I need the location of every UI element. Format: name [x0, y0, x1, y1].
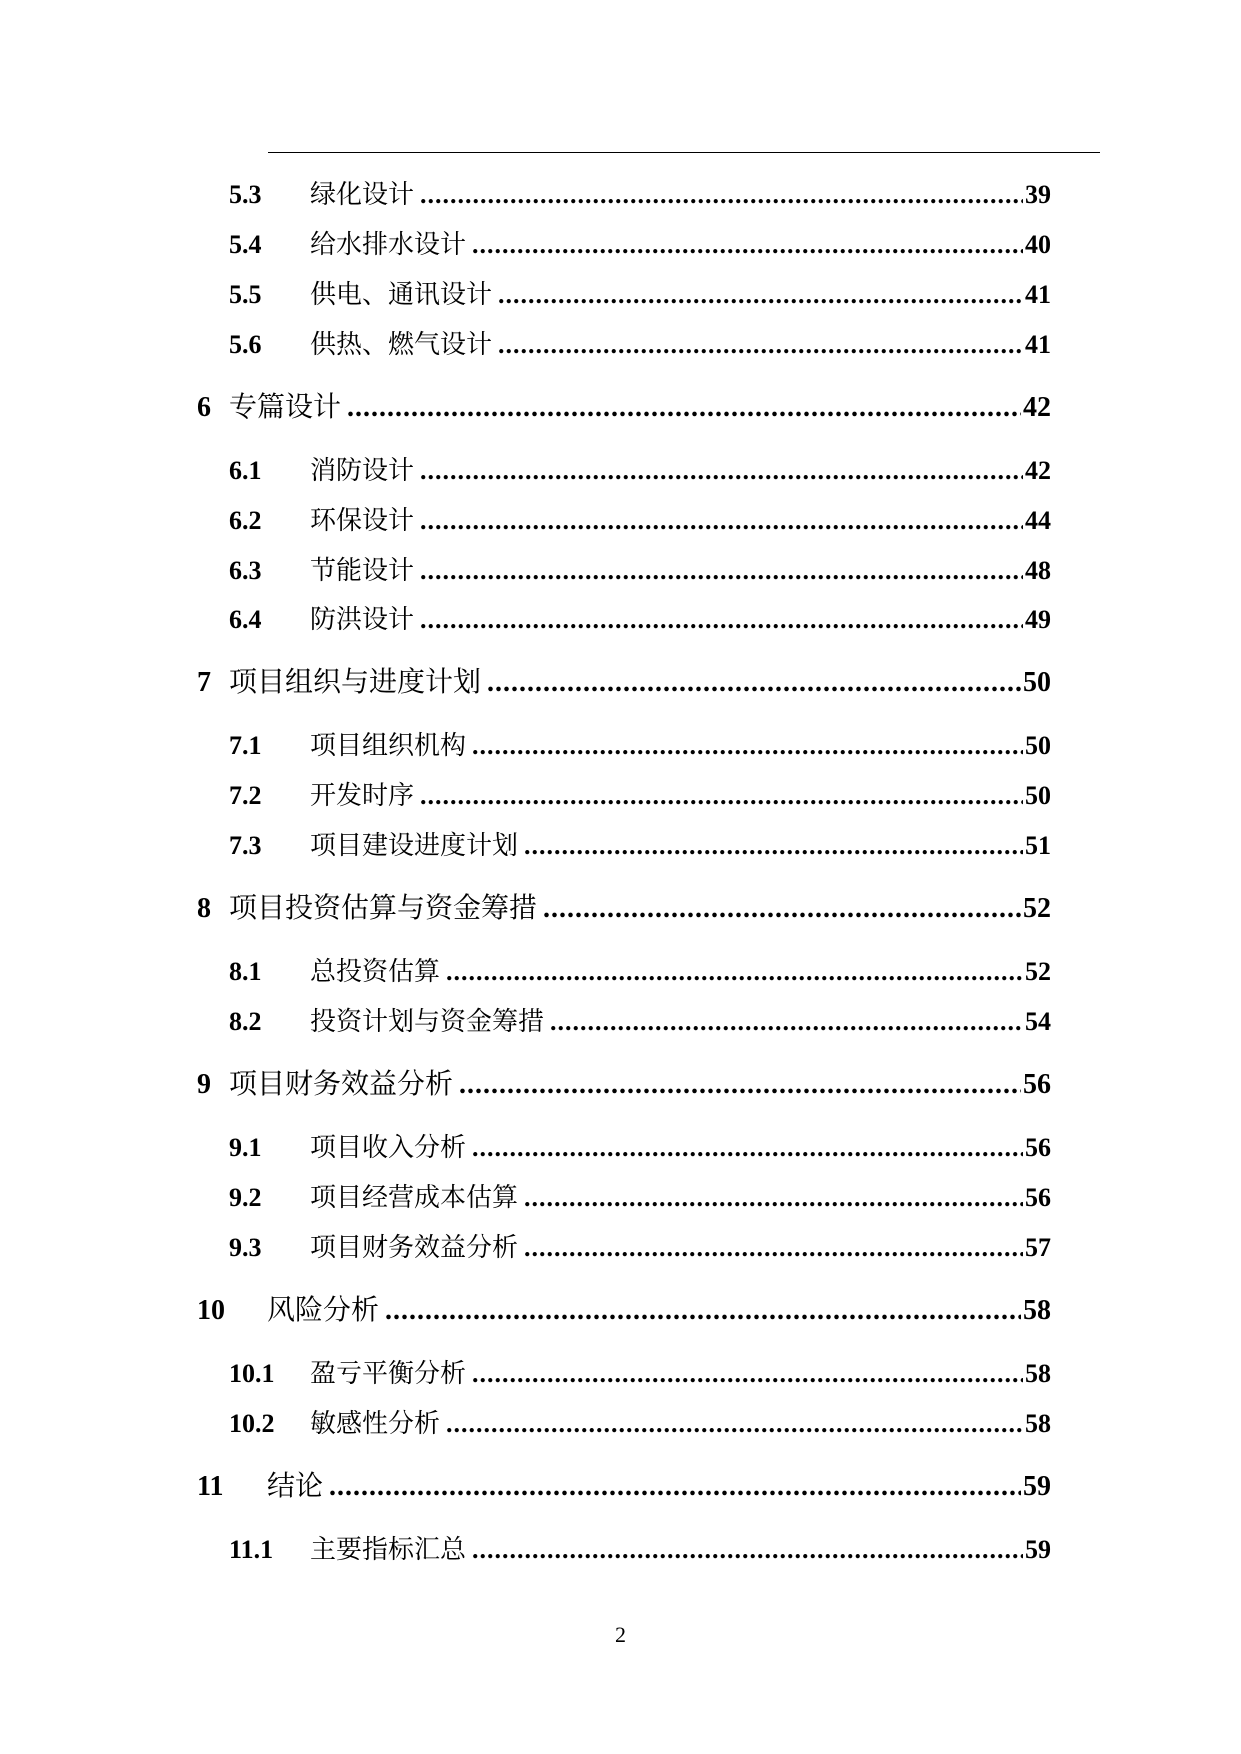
toc-leader-dots	[459, 1065, 1021, 1105]
toc-leader-dots	[498, 325, 1023, 365]
toc-entry-title: 项目财务效益分析	[310, 1233, 519, 1263]
toc-entry-11-1[interactable]	[229, 1530, 1051, 1570]
toc-entry-title: 环保设计	[310, 506, 415, 536]
toc-entry-5-5[interactable]	[229, 275, 1051, 315]
toc-leader-dots	[487, 663, 1021, 703]
toc-leader-dots	[420, 551, 1023, 591]
toc-entry-number: 7.1	[229, 731, 262, 760]
toc-entry-6-2[interactable]	[229, 501, 1051, 541]
toc-entry-number: 6.3	[229, 556, 262, 585]
toc-entry-5-4[interactable]	[229, 225, 1051, 265]
toc-entry-6-1[interactable]	[229, 451, 1051, 491]
toc-entry-page: 52	[1025, 957, 1051, 986]
toc-entry-page: 57	[1025, 1233, 1051, 1262]
toc-entry-number: 9.2	[229, 1183, 262, 1212]
toc-entry-number: 7.3	[229, 831, 262, 860]
toc-leader-dots	[446, 1404, 1023, 1444]
toc-leader-dots	[472, 726, 1023, 766]
toc-leader-dots	[420, 600, 1023, 640]
page-number: 2	[615, 1622, 626, 1647]
toc-entry-10-1[interactable]	[229, 1354, 1051, 1394]
toc-chapter-title: 项目财务效益分析	[229, 1067, 454, 1100]
toc-chapter-page: 42	[1023, 392, 1051, 423]
toc-entry-5-6[interactable]	[229, 325, 1051, 365]
toc-entry-number: 7.2	[229, 781, 262, 810]
toc-entry-page: 59	[1025, 1535, 1051, 1564]
toc-chapter-title: 结论	[267, 1469, 324, 1502]
toc-leader-dots	[472, 1530, 1023, 1570]
toc-chapter-7[interactable]	[197, 662, 1051, 702]
toc-leader-dots	[420, 175, 1023, 215]
toc-chapter-title: 专篇设计	[229, 390, 342, 423]
toc-chapter-8[interactable]	[197, 888, 1051, 928]
toc-chapter-11[interactable]	[197, 1466, 1051, 1506]
toc-leader-dots	[420, 451, 1023, 491]
toc-entry-7-1[interactable]	[229, 726, 1051, 766]
toc-chapter-title: 项目组织与进度计划	[229, 665, 482, 698]
toc-entry-number: 5.5	[229, 280, 262, 309]
toc-leader-dots	[385, 1291, 1021, 1331]
toc-leader-dots	[550, 1002, 1023, 1042]
toc-chapter-page: 50	[1023, 667, 1051, 698]
toc-entry-title: 总投资估算	[310, 957, 441, 987]
toc-entry-8-2[interactable]	[229, 1002, 1051, 1042]
toc-entry-number: 9.1	[229, 1133, 262, 1162]
toc-leader-dots	[472, 1354, 1023, 1394]
toc-entry-title: 项目经营成本估算	[310, 1183, 519, 1213]
toc-leader-dots	[524, 826, 1023, 866]
toc-entry-number: 5.6	[229, 330, 262, 359]
toc-entry-title: 项目建设进度计划	[310, 831, 519, 861]
toc-entry-page: 40	[1025, 230, 1051, 259]
toc-entry-title: 绿化设计	[310, 180, 415, 210]
toc-entry-page: 44	[1025, 506, 1051, 535]
toc-entry-number: 8.2	[229, 1007, 262, 1036]
toc-entry-page: 41	[1025, 330, 1051, 359]
toc-entry-9-3[interactable]	[229, 1228, 1051, 1268]
toc-entry-number: 6.1	[229, 456, 262, 485]
toc-leader-dots	[524, 1228, 1023, 1268]
toc-entry-6-4[interactable]	[229, 600, 1051, 640]
toc-entry-title: 项目组织机构	[310, 731, 467, 761]
toc-entry-page: 54	[1025, 1007, 1051, 1036]
toc-leader-dots	[347, 388, 1021, 428]
toc-chapter-page: 59	[1023, 1471, 1051, 1502]
toc-chapter-title: 风险分析	[267, 1293, 380, 1326]
toc-entry-page: 56	[1025, 1183, 1051, 1212]
toc-leader-dots	[543, 889, 1021, 929]
toc-entry-9-2[interactable]	[229, 1178, 1051, 1218]
toc-entry-7-2[interactable]	[229, 776, 1051, 816]
toc-entry-number: 5.4	[229, 230, 262, 259]
toc-entry-title: 主要指标汇总	[310, 1535, 467, 1565]
toc-chapter-page: 56	[1023, 1069, 1051, 1100]
toc-leader-dots	[420, 776, 1023, 816]
toc-chapter-number: 11	[197, 1471, 224, 1502]
toc-chapter-page: 52	[1023, 893, 1051, 924]
toc-chapter-9[interactable]	[197, 1064, 1051, 1104]
toc-entry-number: 8.1	[229, 957, 262, 986]
toc-entry-number: 10.1	[229, 1359, 275, 1388]
toc-entry-8-1[interactable]	[229, 952, 1051, 992]
toc-entry-number: 6.4	[229, 605, 262, 634]
toc-entry-7-3[interactable]	[229, 826, 1051, 866]
toc-chapter-number: 8	[197, 893, 211, 924]
toc-entry-page: 39	[1025, 180, 1051, 209]
toc-entry-page: 48	[1025, 556, 1051, 585]
toc-entry-9-1[interactable]	[229, 1128, 1051, 1168]
toc-leader-dots	[420, 501, 1023, 541]
toc-entry-title: 盈亏平衡分析	[310, 1359, 467, 1389]
toc-leader-dots	[472, 1128, 1023, 1168]
toc-chapter-title: 项目投资估算与资金筹措	[229, 891, 538, 924]
header-rule	[268, 152, 1100, 153]
toc-chapter-page: 58	[1023, 1295, 1051, 1326]
toc-entry-page: 58	[1025, 1409, 1051, 1438]
toc-leader-dots	[446, 952, 1023, 992]
toc-leader-dots	[524, 1178, 1023, 1218]
toc-entry-page: 51	[1025, 831, 1051, 860]
toc-entry-title: 消防设计	[310, 456, 415, 486]
toc-entry-5-3[interactable]	[229, 175, 1051, 215]
toc-entry-page: 50	[1025, 731, 1051, 760]
toc-entry-page: 42	[1025, 456, 1051, 485]
toc-entry-title: 给水排水设计	[310, 230, 467, 260]
toc-entry-page: 56	[1025, 1133, 1051, 1162]
toc-entry-number: 6.2	[229, 506, 262, 535]
toc-entry-title: 供电、通讯设计	[310, 280, 493, 310]
toc-chapter-number: 6	[197, 392, 211, 423]
toc-entry-10-2[interactable]	[229, 1404, 1051, 1444]
toc-entry-title: 投资计划与资金筹措	[310, 1007, 545, 1037]
toc-entry-page: 50	[1025, 781, 1051, 810]
toc-entry-title: 供热、燃气设计	[310, 330, 493, 360]
toc-leader-dots	[472, 225, 1023, 265]
toc-chapter-number: 9	[197, 1069, 211, 1100]
toc-entry-page: 58	[1025, 1359, 1051, 1388]
toc-entry-title: 节能设计	[310, 556, 415, 586]
toc-entry-number: 5.3	[229, 180, 262, 209]
toc-entry-title: 敏感性分析	[310, 1409, 441, 1439]
toc-entry-title: 开发时序	[310, 781, 415, 811]
toc-entry-number: 10.2	[229, 1409, 275, 1438]
toc-entry-number: 11.1	[229, 1535, 274, 1564]
toc-leader-dots	[329, 1467, 1021, 1507]
toc-entry-number: 9.3	[229, 1233, 262, 1262]
toc-leader-dots	[498, 275, 1023, 315]
toc-entry-title: 项目收入分析	[310, 1133, 467, 1163]
toc-chapter-6[interactable]	[197, 387, 1051, 427]
toc-entry-page: 41	[1025, 280, 1051, 309]
toc-entry-6-3[interactable]	[229, 551, 1051, 591]
toc-chapter-number: 7	[197, 667, 211, 698]
toc-entry-title: 防洪设计	[310, 605, 415, 635]
toc-chapter-number: 10	[197, 1295, 225, 1326]
toc-chapter-10[interactable]	[197, 1290, 1051, 1330]
toc-entry-page: 49	[1025, 605, 1051, 634]
